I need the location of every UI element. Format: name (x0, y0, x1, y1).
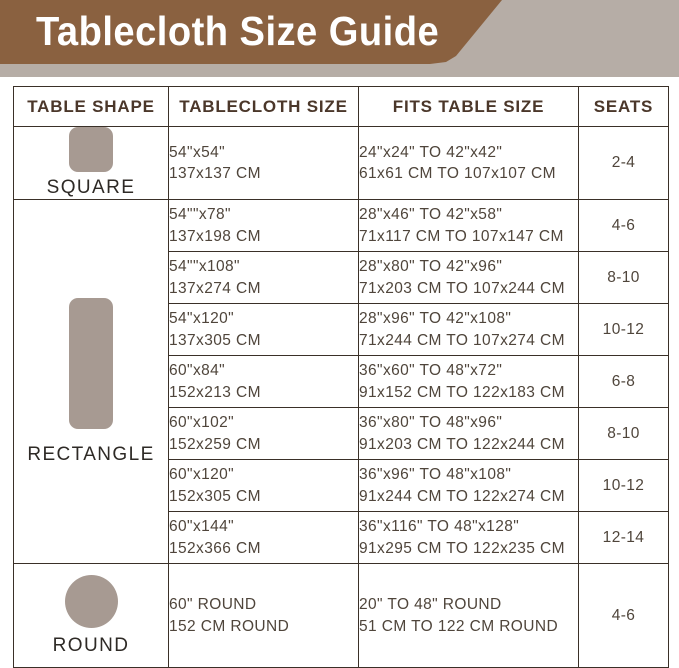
fits-line-cm: 91x203 CM TO 122x244 CM (359, 435, 565, 453)
shape-cell-round (14, 564, 169, 668)
tablecloth-size-cell (169, 252, 359, 304)
header-band (0, 0, 679, 77)
col-header-tablecloth-size: TABLECLOTH SIZE (169, 87, 359, 127)
table-row (14, 200, 669, 252)
size-line-inches: 54"x54" (169, 143, 226, 161)
size-line-cm: 152x213 CM (169, 383, 261, 401)
size-line-cm: 137x137 CM (169, 165, 261, 182)
fits-line-cm: 91x295 CM TO 122x235 CM (359, 539, 565, 557)
fits-table-size-cell (359, 512, 579, 564)
tablecloth-size-cell (169, 200, 359, 252)
fits-table-size-cell (359, 564, 579, 668)
tablecloth-size-cell (169, 564, 359, 668)
tablecloth-size-cell (169, 408, 359, 460)
seats-cell: 4-6 (579, 200, 669, 252)
fits-line-cm: 91x244 CM TO 122x274 CM (359, 487, 565, 505)
fits-table-size-cell (359, 200, 579, 252)
col-header-table-shape: TABLE SHAPE (14, 87, 169, 127)
circle-icon (65, 575, 118, 628)
size-line-cm: 152x366 CM (169, 539, 261, 557)
fits-line-cm: 71x117 CM TO 107x147 CM (359, 227, 564, 245)
seats-cell: 4-6 (579, 564, 669, 668)
size-line-cm: 152x259 CM (169, 435, 261, 453)
size-line-inches: 60"x102" (169, 414, 235, 431)
seats-cell: 8-10 (579, 408, 669, 460)
shape-cell-rectangle (14, 200, 169, 564)
fits-table-size-cell (359, 408, 579, 460)
fits-line-inches: 36"x80" TO 48"x96" (359, 414, 503, 431)
seats-cell: 2-4 (579, 127, 669, 200)
size-guide-table (13, 86, 669, 668)
shape-label-round: ROUND (52, 634, 130, 656)
shape-cell-square (14, 127, 169, 200)
tablecloth-size-cell (169, 356, 359, 408)
fits-table-size-cell (359, 304, 579, 356)
square-icon (69, 127, 113, 172)
seats-cell: 8-10 (579, 252, 669, 304)
size-line-cm: 152 CM ROUND (169, 617, 290, 635)
col-header-fits-table-size: FITS TABLE SIZE (359, 87, 579, 127)
size-line-inches: 54""x78" (169, 206, 231, 223)
fits-table-size-cell (359, 356, 579, 408)
fits-line-inches: 28"x46" TO 42"x58" (359, 206, 503, 223)
fits-line-inches: 24"x24" TO 42"x42" (359, 143, 503, 161)
fits-line-cm: 91x152 CM TO 122x183 CM (359, 383, 565, 401)
tablecloth-size-cell (169, 127, 359, 200)
seats-cell: 10-12 (579, 460, 669, 512)
fits-line-inches: 36"x60" TO 48"x72" (359, 362, 503, 379)
size-line-inches: 60"x144" (169, 518, 235, 535)
fits-line-inches: 28"x80" TO 42"x96" (359, 258, 503, 275)
fits-line-cm: 61x61 CM TO 107x107 CM (359, 165, 556, 182)
table-row-round (14, 564, 669, 668)
size-line-inches: 54""x108" (169, 258, 240, 275)
seats-cell: 6-8 (579, 356, 669, 408)
tablecloth-size-cell (169, 304, 359, 356)
seats-cell: 10-12 (579, 304, 669, 356)
fits-line-inches: 20" TO 48" ROUND (359, 596, 502, 613)
fits-line-inches: 36"x96" TO 48"x108" (359, 466, 512, 483)
fits-table-size-cell (359, 460, 579, 512)
size-line-inches: 60"x120" (169, 466, 235, 483)
col-header-seats: SEATS (579, 87, 669, 127)
fits-line-cm: 71x244 CM TO 107x274 CM (359, 331, 565, 349)
tablecloth-size-cell (169, 460, 359, 512)
size-line-inches: 54"x120" (169, 310, 235, 327)
seats-cell: 12-14 (579, 512, 669, 564)
size-line-cm: 152x305 CM (169, 487, 261, 505)
fits-line-cm: 71x203 CM TO 107x244 CM (359, 279, 565, 297)
rectangle-icon (69, 298, 113, 429)
header-row (14, 87, 669, 127)
tablecloth-size-cell (169, 512, 359, 564)
table-row-square (14, 127, 669, 200)
fits-table-size-cell (359, 127, 579, 200)
fits-line-inches: 28"x96" TO 42"x108" (359, 310, 512, 327)
fits-line-cm: 51 CM TO 122 CM ROUND (359, 617, 559, 635)
size-line-inches: 60" ROUND (169, 596, 257, 613)
size-line-cm: 137x274 CM (169, 279, 261, 297)
size-line-cm: 137x305 CM (169, 331, 261, 349)
size-line-inches: 60"x84" (169, 362, 226, 379)
page-title: Tablecloth Size Guide (36, 8, 440, 54)
shape-label-square: SQUARE (46, 177, 136, 198)
shape-label-rectangle: RECTANGLE (27, 443, 155, 465)
fits-table-size-cell (359, 252, 579, 304)
fits-line-inches: 36"x116" TO 48"x128" (359, 518, 520, 535)
size-line-cm: 137x198 CM (169, 227, 261, 245)
